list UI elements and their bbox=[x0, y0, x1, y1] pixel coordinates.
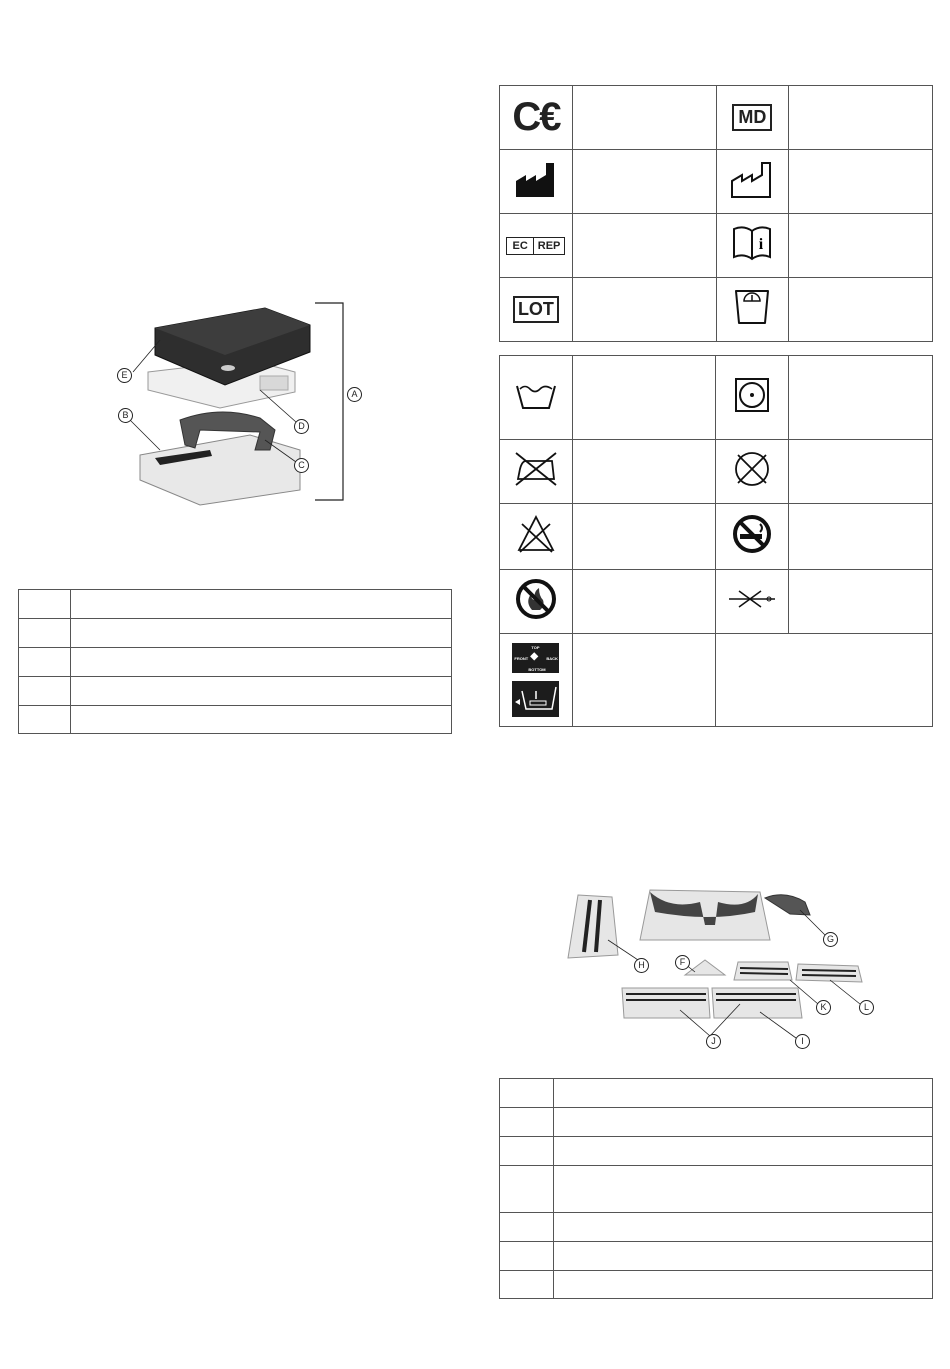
table-row bbox=[500, 570, 933, 634]
wash-30-icon bbox=[500, 356, 573, 440]
row-key bbox=[19, 648, 71, 677]
row-value bbox=[554, 1213, 933, 1242]
row-key bbox=[19, 677, 71, 706]
table-row bbox=[500, 86, 933, 150]
callout-j: J bbox=[706, 1034, 721, 1049]
row-key bbox=[19, 590, 71, 619]
max-user-weight-icon bbox=[716, 278, 789, 342]
parts-table-right bbox=[499, 1078, 933, 1299]
row-value bbox=[554, 1271, 933, 1299]
cushion-exploded-figure bbox=[100, 290, 360, 510]
do-not-bleach-icon bbox=[500, 504, 573, 570]
row-value bbox=[554, 1166, 933, 1213]
tumble-dry-icon bbox=[716, 356, 789, 440]
row-key bbox=[500, 1271, 554, 1299]
row-value bbox=[71, 648, 452, 677]
callout-b: B bbox=[118, 408, 133, 423]
callout-h: H bbox=[634, 958, 649, 973]
parts-table-left bbox=[18, 589, 452, 734]
symbols-table-care bbox=[499, 355, 933, 727]
do-not-dry-clean-icon bbox=[716, 440, 789, 504]
ce-mark-icon: C€ bbox=[500, 86, 573, 150]
callout-g: G bbox=[823, 932, 838, 947]
svg-text:i: i bbox=[759, 236, 764, 253]
row-key bbox=[19, 619, 71, 648]
row-value bbox=[71, 677, 452, 706]
table-row bbox=[19, 590, 452, 619]
no-smoking-icon bbox=[716, 504, 789, 570]
row-value bbox=[71, 619, 452, 648]
callout-d: D bbox=[294, 419, 309, 434]
orientation-labels-cell bbox=[500, 634, 573, 727]
row-value bbox=[554, 1242, 933, 1271]
medical-device-icon: MD bbox=[716, 86, 789, 150]
cushion-exploded-illustration bbox=[100, 290, 360, 510]
table-row bbox=[500, 214, 933, 278]
callout-c: C bbox=[294, 458, 309, 473]
callout-k: K bbox=[816, 1000, 831, 1015]
instructions-info-icon bbox=[716, 214, 789, 278]
table-row bbox=[500, 278, 933, 342]
callout-e: E bbox=[117, 368, 132, 383]
lot-number-icon: LOT bbox=[500, 278, 573, 342]
symbols-table-regulatory bbox=[499, 85, 933, 342]
row-key bbox=[500, 1079, 554, 1108]
table-row bbox=[500, 1137, 933, 1166]
accessory-kit-illustration bbox=[560, 880, 880, 1050]
table-row bbox=[500, 440, 933, 504]
row-key bbox=[500, 1137, 554, 1166]
table-row bbox=[19, 648, 452, 677]
manufacturer-icon bbox=[500, 150, 573, 214]
wash-bag-icon bbox=[512, 681, 559, 717]
table-row bbox=[500, 1079, 933, 1108]
do-not-iron-icon bbox=[500, 440, 573, 504]
row-key bbox=[500, 1166, 554, 1213]
table-row bbox=[500, 504, 933, 570]
ec-rep-icon: EC REP bbox=[500, 214, 573, 278]
table-row bbox=[500, 1271, 933, 1299]
callout-f: F bbox=[675, 955, 690, 970]
row-key bbox=[500, 1242, 554, 1271]
row-value bbox=[71, 590, 452, 619]
table-row bbox=[500, 1213, 933, 1242]
callout-i: I bbox=[795, 1034, 810, 1049]
row-key bbox=[500, 1108, 554, 1137]
table-row bbox=[500, 634, 933, 727]
no-open-flame-icon bbox=[500, 570, 573, 634]
callout-l: L bbox=[859, 1000, 874, 1015]
table-row bbox=[500, 1242, 933, 1271]
row-value bbox=[71, 706, 452, 734]
row-value bbox=[554, 1137, 933, 1166]
row-value bbox=[554, 1079, 933, 1108]
table-row bbox=[500, 1166, 933, 1213]
table-row bbox=[19, 619, 452, 648]
table-row bbox=[500, 356, 933, 440]
row-value bbox=[554, 1108, 933, 1137]
table-row bbox=[19, 677, 452, 706]
orientation-icon: TOP FRONT BACK BOTTOM ◆ bbox=[514, 645, 558, 672]
callout-a: A bbox=[347, 387, 362, 402]
table-row bbox=[500, 150, 933, 214]
table-row bbox=[500, 1108, 933, 1137]
date-of-manufacture-icon bbox=[716, 150, 789, 214]
accessory-kit-figure bbox=[560, 880, 880, 1050]
table-row bbox=[19, 706, 452, 734]
do-not-use-sharp-objects-icon bbox=[716, 570, 789, 634]
row-key bbox=[19, 706, 71, 734]
row-key bbox=[500, 1213, 554, 1242]
